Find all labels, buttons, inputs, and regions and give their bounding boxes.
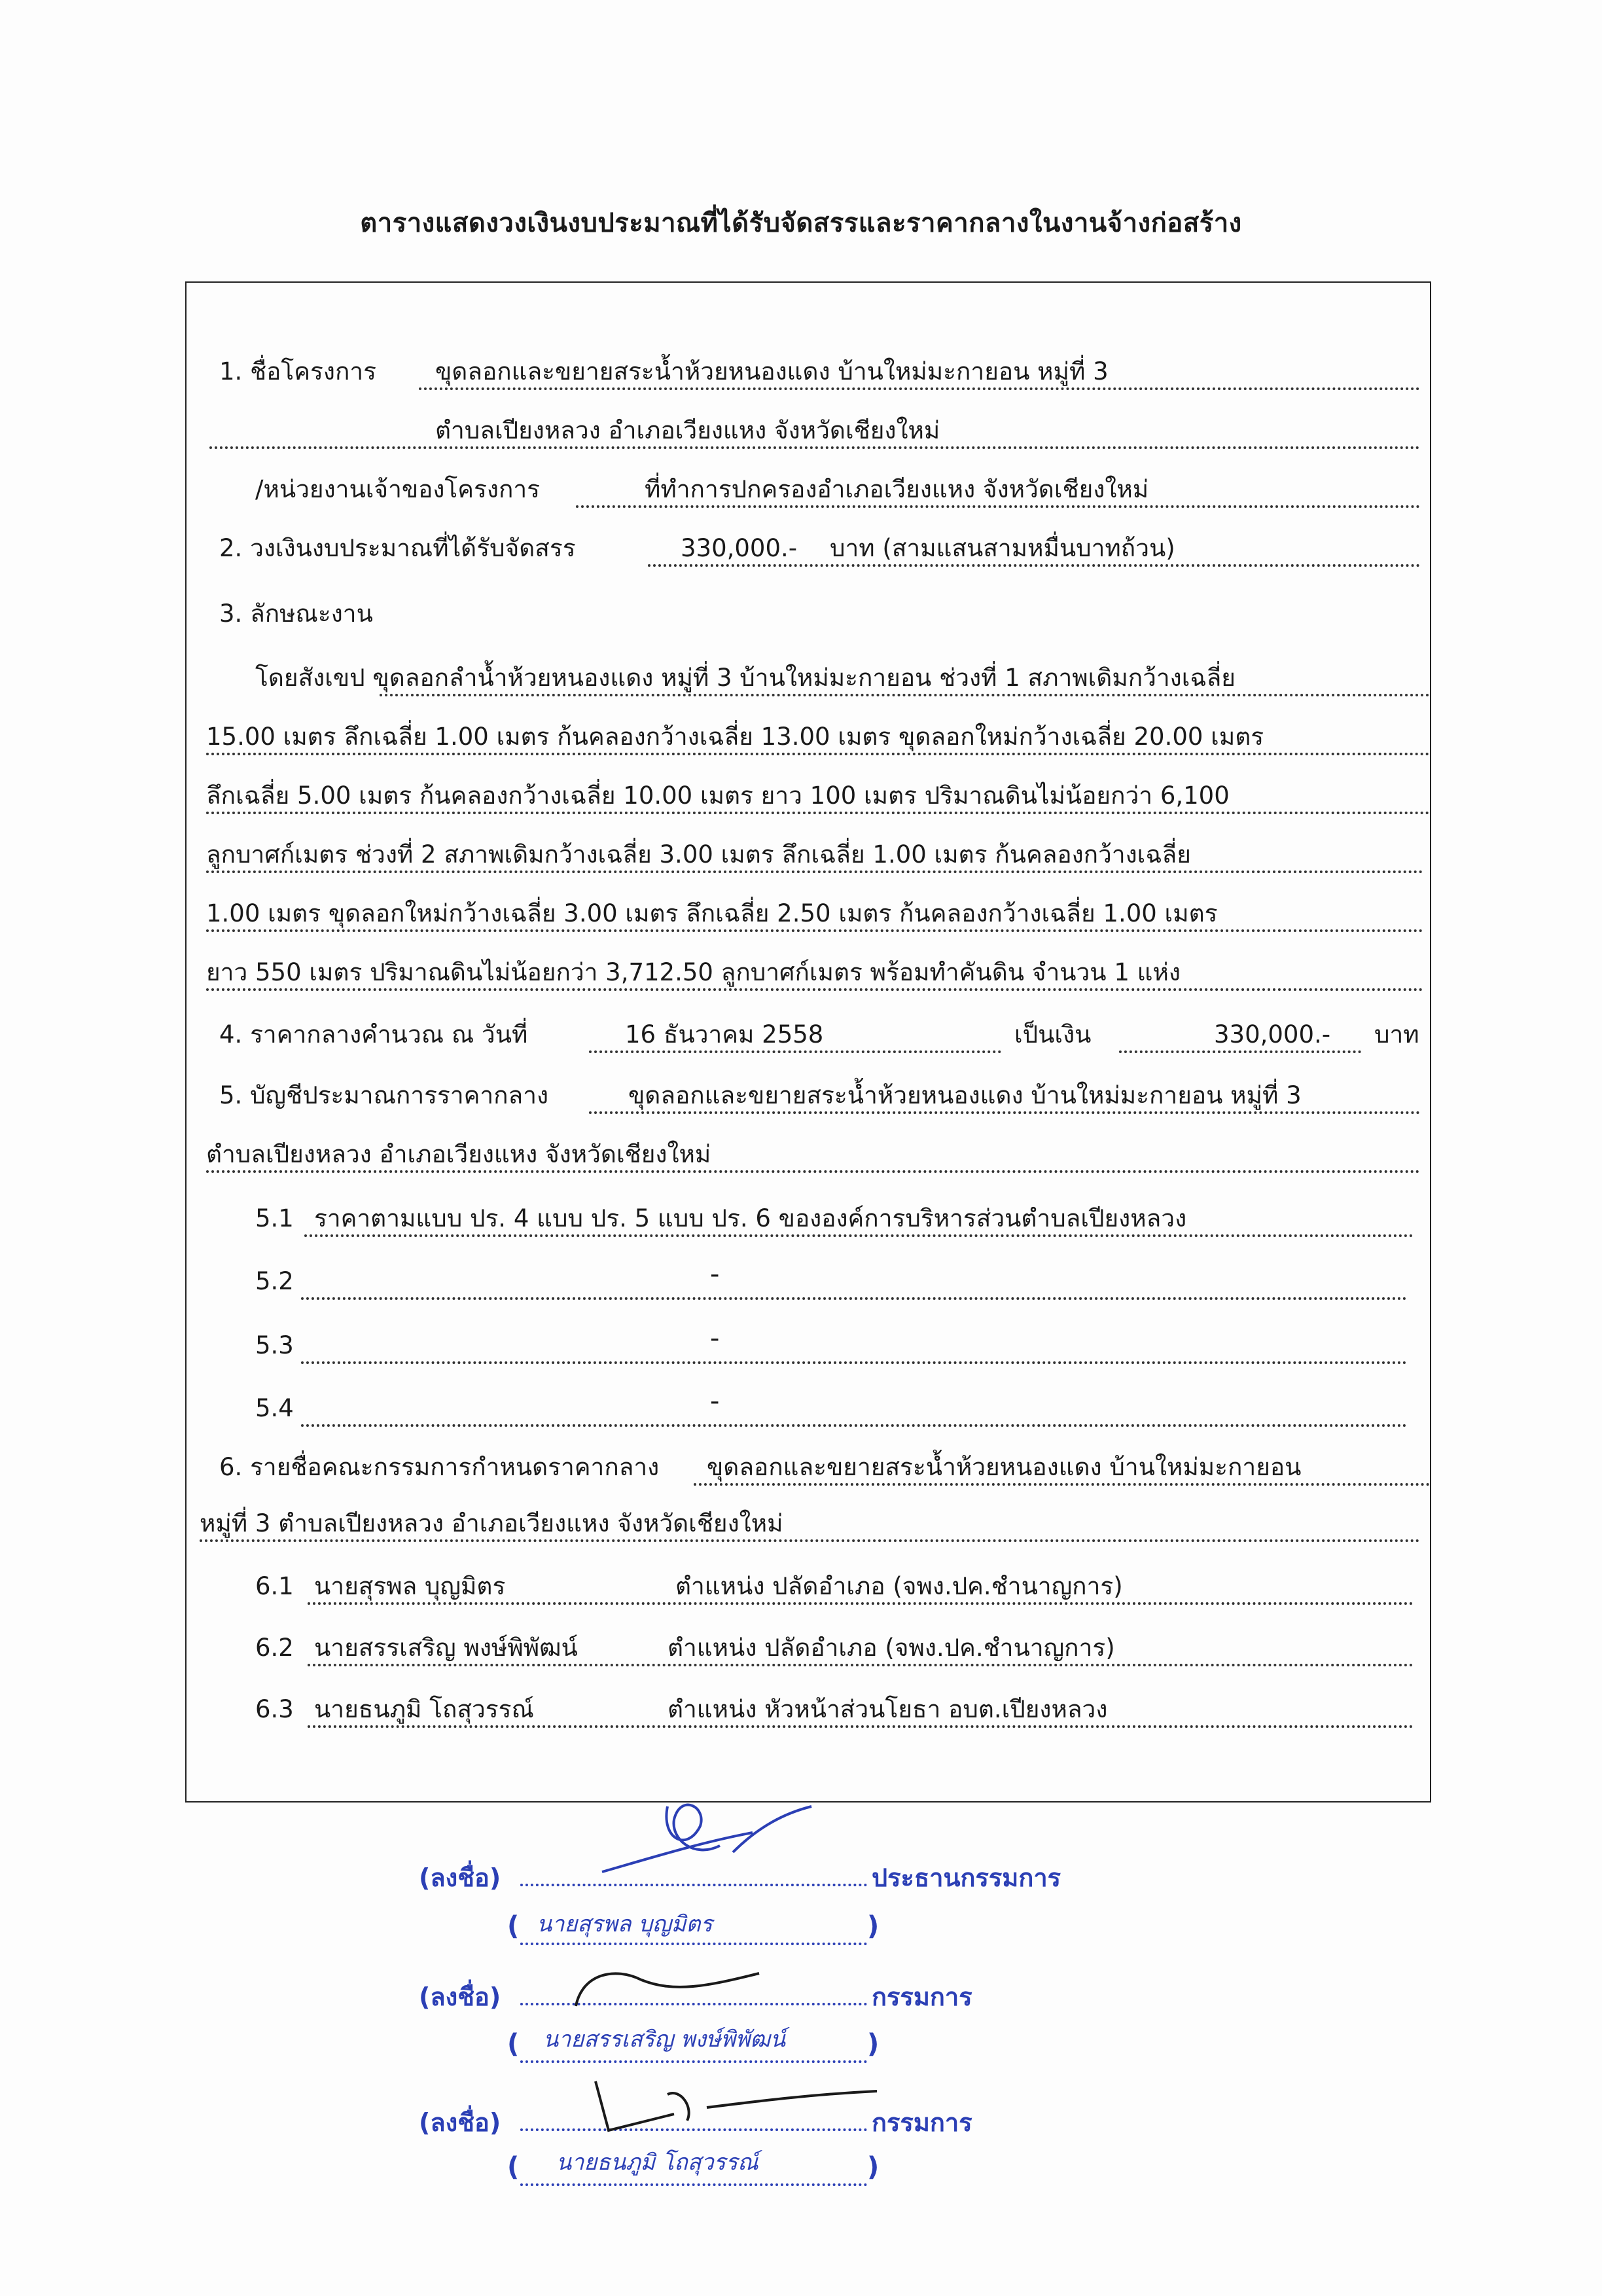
item6-dotted-1 (694, 1483, 1430, 1486)
item5-4-number: 5.4 (255, 1394, 294, 1422)
member-1-dotted (308, 1602, 1414, 1605)
item4-dotted-amount (1119, 1050, 1361, 1053)
item5-2-dotted (301, 1297, 1407, 1300)
item3-line-6: ยาว 550 เมตร ปริมาณดินไม่น้อยกว่า 3,712.50 ลูกบาศก์เมตร พร้อมทำคันดิน จำนวน 1 แห่ง (206, 958, 1181, 986)
chair-signature-mark (589, 1780, 838, 1892)
member-2-handwritten-name: นายธนภูมิ โถสุวรรณ์ (556, 2149, 758, 2176)
item4-label: 4. ราคากลางคำนวณ ณ วันที่ (219, 1020, 528, 1049)
item3-line-4: ลูกบาศก์เมตร ช่วงที่ 2 สภาพเดิมกว้างเฉลี่ย 3.00 เมตร ลึกเฉลี่ย 1.00 เมตร ก้นคลองกว้างเฉลี่ย (206, 840, 1191, 869)
item4-unit: บาท (1374, 1020, 1419, 1049)
member-2-role: กรรมการ (872, 2108, 972, 2137)
member-3-number: 6.3 (255, 1695, 294, 1723)
item1-project-name: ขุดลอกและขยายสระน้ำห้วยหนองแดง บ้านใหม่มะกายอน หมู่ที่ 3 (435, 357, 1109, 386)
item5-label: 5. บัญชีประมาณการราคากลาง (219, 1081, 549, 1109)
item3-dotted-6 (206, 988, 1423, 991)
item5-1-number: 5.1 (255, 1204, 294, 1232)
item1-agency: ที่ทำการปกครองอำเภอเวียงแหง จังหวัดเชียงใหม่ (645, 475, 1149, 503)
item3-line-5: 1.00 เมตร ขุดลอกใหม่กว้างเฉลี่ย 3.00 เมตร ลึกเฉลี่ย 2.50 เมตร ก้นคลองกว้างเฉลี่ย 1.00 เมตร (206, 899, 1218, 927)
item1-project-location: ตำบลเปียงหลวง อำเภอเวียงแหง จังหวัดเชียงใหม่ (435, 416, 940, 444)
item1-agency-label: /หน่วยงานเจ้าของโครงการ (255, 475, 541, 503)
item5-1-dotted (304, 1234, 1414, 1237)
item4-amount-label: เป็นเงิน (1014, 1020, 1092, 1049)
item5-text-1: ขุดลอกและขยายสระน้ำห้วยหนองแดง บ้านใหม่มะกายอน หมู่ที่ 3 (628, 1081, 1302, 1109)
item3-dotted-2 (206, 753, 1430, 755)
chair-handwritten-name: นายสุรพล บุญมิตร (537, 1911, 713, 1937)
name-dotted-chair (520, 1943, 867, 1945)
item5-2-number: 5.2 (255, 1267, 294, 1295)
item6-text-1: ขุดลอกและขยายสระน้ำห้วยหนองแดง บ้านใหม่มะกายอน (707, 1453, 1302, 1481)
member-1-position: ตำแหน่ง ปลัดอำเภอ (จพง.ปค.ชำนาญการ) (675, 1572, 1123, 1600)
item3-label: 3. ลักษณะงาน (219, 600, 373, 628)
member-2-position: ตำแหน่ง ปลัดอำเภอ (จพง.ปค.ชำนาญการ) (668, 1634, 1115, 1662)
item5-dotted-1 (589, 1111, 1420, 1114)
item1-dotted-line-2 (209, 446, 1420, 449)
member-3-position: ตำแหน่ง หัวหน้าส่วนโยธา อบต.เปียงหลวง (668, 1695, 1108, 1723)
member-3-name: นายธนภูมิ โถสุวรรณ์ (314, 1695, 534, 1723)
item3-line-1: โดยสังเขป ขุดลอกลำน้ำห้วยหนองแดง หมู่ที่ 3 บ้านใหม่มะกายอน ช่วงที่ 1 สภาพเดิมกว้างเฉลี่ย (255, 664, 1236, 692)
item3-line-3: ลึกเฉลี่ย 5.00 เมตร ก้นคลองกว้างเฉลี่ย 10.00 เมตร ยาว 100 เมตร ปริมาณดินไม่น้อยกว่า 6,100 (206, 781, 1230, 810)
member-2-signature-mark (576, 2068, 890, 2140)
item5-3-empty: - (710, 1323, 720, 1354)
item3-dotted-1 (380, 694, 1430, 696)
member-1-number: 6.1 (255, 1572, 294, 1600)
member-1-handwritten-name: นายสรรเสริญ พงษ์พิพัฒน์ (543, 2026, 786, 2053)
item1-label: 1. ชื่อโครงการ (219, 357, 377, 386)
item6-label: 6. รายชื่อคณะกรรมการกำหนดราคากลาง (219, 1453, 660, 1481)
sign-label-member-2: (ลงชื่อ) (419, 2108, 501, 2137)
sign-label-member-1: (ลงชื่อ) (419, 1982, 501, 2011)
member-2-dotted (308, 1664, 1414, 1666)
item4-date: 16 ธันวาคม 2558 (625, 1020, 824, 1049)
item5-3-dotted (301, 1361, 1407, 1364)
item2-amount: 330,000.- (681, 534, 798, 562)
item4-amount: 330,000.- (1214, 1020, 1331, 1049)
item5-3-number: 5.3 (255, 1331, 294, 1359)
item1-dotted-line-3 (576, 505, 1420, 508)
item6-dotted-2 (200, 1539, 1420, 1542)
item2-unit: บาท (สามแสนสามหมื่นบาทถ้วน) (830, 534, 1175, 562)
item3-dotted-4 (206, 870, 1423, 873)
sign-label-chair: (ลงชื่อ) (419, 1863, 501, 1892)
item3-dotted-3 (206, 812, 1430, 814)
item1-dotted-line (419, 387, 1420, 390)
member-1-role: กรรมการ (872, 1982, 972, 2011)
item3-line-2: 15.00 เมตร ลึกเฉลี่ย 1.00 เมตร ก้นคลองกว้างเฉลี่ย 13.00 เมตร ขุดลอกใหม่กว้างเฉลี่ย 20.00 เมตร (206, 723, 1264, 751)
member-1-signature-mark (563, 1960, 779, 2019)
item2-label: 2. วงเงินงบประมาณที่ได้รับจัดสรร (219, 534, 576, 562)
member-3-dotted (308, 1725, 1414, 1728)
page-title: ตารางแสดงวงเงินงบประมาณที่ได้รับจัดสรรและราคากลางในงานจ้างก่อสร้าง (360, 208, 1242, 238)
item5-dotted-2 (206, 1170, 1420, 1173)
item6-text-2: หมู่ที่ 3 ตำบลเปียงหลวง อำเภอเวียงแหง จังหวัดเชียงใหม่ (200, 1509, 783, 1537)
chair-role: ประธานกรรมการ (872, 1863, 1061, 1892)
item2-dotted-line (648, 564, 1420, 567)
item5-1-text: ราคาตามแบบ ปร. 4 แบบ ปร. 5 แบบ ปร. 6 ขององค์การบริหารส่วนตำบลเปียงหลวง (314, 1204, 1187, 1232)
item5-2-empty: - (710, 1259, 720, 1289)
item5-4-dotted (301, 1424, 1407, 1427)
item3-dotted-5 (206, 929, 1423, 932)
document-page: ตารางแสดงวงเงินงบประมาณที่ได้รับจัดสรรและราคากลางในงานจ้างก่อสร้าง 1. ชื่อโครงการ ขุดลอกและขยายสระน้ำห้วยหนองแดง บ้านใหม่มะกายอน หมู่ที่ 3 ตำบลเปียงหลวง อำเภอเวียงแหง จังหวัดเชียงใหม่ /หน่วยงานเจ้าของโครงการ ที่ทำการปกครองอำเภอเวียงแหง จังหวัดเชียงใหม่ 2. วงเงินงบประมาณที่ได้รับจัดสรร 330,000.- บาท (สามแสนสามหมื่นบาทถ้วน) 3. ลักษณะงาน โดยสังเขป ขุดลอกลำน้ำห้วยหนองแดง หมู่ที่ 3 บ้านใหม่มะกายอน ช่วงที่ 1 สภาพเดิมกว้างเฉลี่ย 15.00 เมตร ลึกเฉลี่ย 1.00 เมตร ก้นคลองกว้างเฉลี่ย 13.00 เมตร ขุดลอกใหม่กว้างเฉลี่ย 20.00 เมตร ลึกเฉลี่ย 5.00 เมตร ก้นคลองกว้างเฉลี่ย 10.00 เมตร ยาว 100 เมตร ปริมาณดินไม่น้อยกว่า 6,100 ลูกบาศก์เมตร ช่วงที่ 2 สภาพเดิมกว้างเฉลี่ย 3.00 เมตร ลึกเฉลี่ย 1.00 เมตร ก้นคลองกว้างเฉลี่ย 1.00 เมตร ขุดลอกใหม่กว้างเฉลี่ย 3.00 เมตร ลึกเฉลี่ย 2.50 เมตร ก้นคลองกว้างเฉลี่ย 1.00 เมตร ยาว 550 เมตร ปริมาณดินไม่น้อยกว่า 3,712.50 ลูกบาศก์เมตร พร้อมทำคันดิน จำนวน 1 แห่ง 4. ราคากลางคำนวณ ณ วันที่ 16 ธันวาคม 2558 เป็นเงิน 330,000.- บาท 5. บัญชีประมาณการราคากลาง ขุดลอกและขยายสระน้ำห้วยหนองแดง บ้านใหม่มะกายอน หมู่ที่ 3 ตำบลเปียงหลวง อำเภอเวียงแหง จังหวัดเชียงใหม่ 5.1 ราคาตามแบบ ปร. 4 แบบ ปร. 5 แบบ ปร. 6 ขององค์การบริหารส่วนตำบลเปียงหลวง 5.2 - 5.3 - 5.4 - 6. รายชื่อคณะกรรมการกำหนดราคากลาง ขุดลอกและขยายสระน้ำห้วยหนองแดง บ้านใหม่มะกายอน หมู่ที่ 3 ตำบลเปียงหลวง อำเภอเวียงแหง จังหวัดเชียงใหม่ 6.1 นายสุรพล บุญมิตร ตำแหน่ง ปลัดอำเภอ (จพง.ปค.ชำนาญการ) 6.2 นายสรรเสริญ พงษ์พิพัฒน์ ตำแหน่ง ปลัดอำเภอ (จพง.ปค.ชำนาญการ) 6.3 นายธนภูมิ โถสุวรรณ์ ตำแหน่ง หัวหน้าส่วนโยธา อบต.เปียงหลวง (ลงชื่อ) ประธานกรรมการ ( ) นายสุรพล บุญมิตร (ลงชื่อ) กรรมการ ( ) นายสรรเสริญ พงษ์พิพัฒน์ (ลงชื่อ) กรรมการ ( ) นายธนภูมิ โถสุวรรณ์ (0, 0, 1602, 2296)
member-2-number: 6.2 (255, 1634, 294, 1662)
item5-text-2: ตำบลเปียงหลวง อำเภอเวียงแหง จังหวัดเชียงใหม่ (206, 1140, 711, 1168)
item4-dotted-date (589, 1050, 1001, 1053)
name-dotted-member-2 (520, 2183, 867, 2186)
member-1-name: นายสุรพล บุญมิตร (314, 1572, 506, 1600)
item5-4-empty: - (710, 1386, 720, 1416)
name-dotted-member-1 (520, 2060, 867, 2063)
member-2-name: นายสรรเสริญ พงษ์พิพัฒน์ (314, 1634, 578, 1662)
